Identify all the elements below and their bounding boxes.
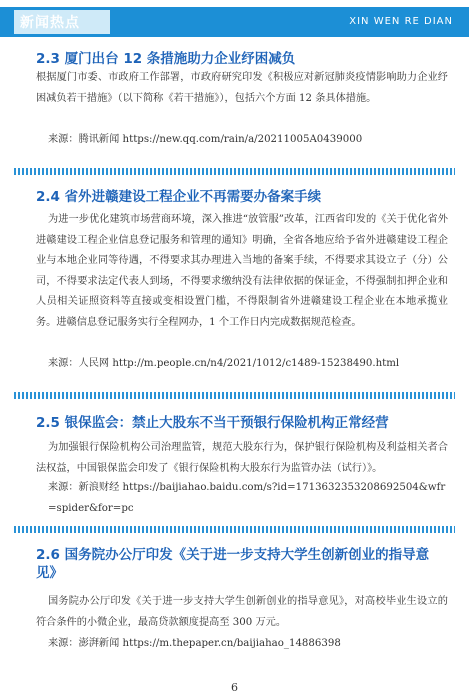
section-divider (14, 526, 455, 533)
section-body: 为进一步优化建筑市场营商环境，深入推进“放管服”改革，江西省印发的《关于优化省外进赣建设工程企业信息登记服务和管理的通知》明确，全省各地应给予省外进赣建设工程企业与本地企业同等待遇，不得要求其办理进入当地的备案手续，不得要求其设立子（分）公司，不得要求法定代表人到场，不得要求缴纳没有法律依据的保证金，不得强制扣押企业和人员相关证照资料等直接或变相设置门槛，不得限制省外进赣建设工程企业在本地承揽业务。进赣信息登记服务实行全程网办，1 个工作日内完成数据规范检查。 (36, 214, 448, 328)
section-title: 2.4 省外进赣建设工程企业不再需要办备案手续 (36, 189, 322, 205)
section-source: 来源：人民网 http://m.people.cn/n4/2021/1012/c1489-15238490.html (48, 358, 400, 369)
section-body: 根据厦门市委、市政府工作部署，市政府研究印发《积极应对新冠肺炎疫情影响助力企业纾困减负若干措施》（以下简称《若干措施》），包括六个方面 12 条具体措施。 (36, 72, 448, 104)
section-title: 2.3 厦门出台 12 条措施助力企业纾困减负 (36, 51, 296, 67)
header-subtitle-en: XIN WEN RE DIAN (349, 16, 453, 27)
section-2-5 (14, 392, 455, 522)
section-2-6 (14, 526, 455, 666)
section-title: 2.6 国务院办公厅印发《关于进一步支持大学生创新创业的指导意见》 (36, 547, 430, 581)
section-source: 来源：新浪财经 https://baijiahao.baidu.com/s?id=1713632353208692504&wfr=spider&for=pc (48, 482, 446, 514)
section-body: 为加强银行保险机构公司治理监管，规范大股东行为，保护银行保险机构及利益相关者合法权益，中国银保监会印发了《银行保险机构大股东行为监管办法（试行）》。 (36, 442, 448, 474)
section-body: 国务院办公厅印发《关于进一步支持大学生创新创业的指导意见》，对高校毕业生设立的符合条件的小微企业，最高贷款额度提高至 300 万元。 (36, 596, 448, 628)
section-2-3 (14, 38, 455, 158)
section-source: 来源：澎湃新闻 https://m.thepaper.cn/baijiahao_14886398 (48, 638, 341, 649)
page-number: 6 (231, 681, 238, 694)
section-divider (14, 392, 455, 399)
section-divider (14, 168, 455, 175)
section-title: 2.5 银保监会：禁止大股东不当干预银行保险机构正常经营 (36, 415, 389, 431)
section-source: 来源：腾讯新闻 https://new.qq.com/rain/a/20211005A0439000 (48, 134, 363, 145)
header-title: 新闻热点 (20, 15, 80, 31)
section-2-4 (14, 168, 455, 384)
